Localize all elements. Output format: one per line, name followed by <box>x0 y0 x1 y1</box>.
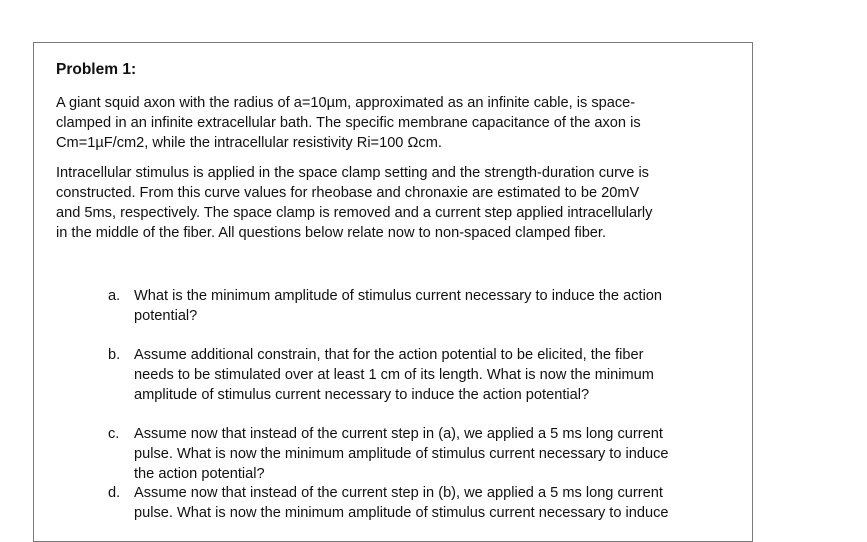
question-marker: a. <box>108 288 121 304</box>
document-page <box>33 42 753 542</box>
question-line: amplitude of stimulus current necessary to induce the action potential? <box>134 387 590 403</box>
question-marker: b. <box>108 347 121 363</box>
intro-line: Cm=1µF/cm2, while the intracellular resistivity Ri=100 Ωcm. <box>56 135 442 151</box>
intro-line: clamped in an infinite extracellular bath. The specific membrane capacitance of the axon is <box>56 115 641 131</box>
question-line: Assume now that instead of the current step in (a), we applied a 5 ms long current <box>134 426 663 442</box>
intro-paragraph <box>56 93 726 153</box>
question-line: pulse. What is now the minimum amplitude of stimulus current necessary to induce <box>134 505 669 521</box>
setup-line: in the middle of the fiber. All questions below relate now to non-spaced clamped fiber. <box>56 225 607 241</box>
question-marker: d. <box>108 485 121 501</box>
question-line: What is the minimum amplitude of stimulus current necessary to induce the action <box>134 288 663 304</box>
question-marker: c. <box>108 426 120 442</box>
problem-title: Problem 1: <box>56 61 137 78</box>
question-line: the action potential? <box>134 466 265 482</box>
question-line: Assume additional constrain, that for the action potential to be elicited, the fiber <box>134 347 644 363</box>
setup-paragraph <box>56 163 726 243</box>
setup-line: and 5ms, respectively. The space clamp is removed and a current step applied intracellularly <box>56 205 653 221</box>
setup-line: Intracellular stimulus is applied in the space clamp setting and the strength-duration curve is <box>56 165 649 181</box>
question-line: needs to be stimulated over at least 1 cm of its length. What is now the minimum <box>134 367 654 383</box>
question-line: Assume now that instead of the current step in (b), we applied a 5 ms long current <box>134 485 663 501</box>
question-line: pulse. What is now the minimum amplitude of stimulus current necessary to induce <box>134 446 669 462</box>
intro-line: A giant squid axon with the radius of a=10µm, approximated as an infinite cable, is space- <box>56 95 636 111</box>
question-line: potential? <box>134 308 198 324</box>
setup-line: constructed. From this curve values for rheobase and chronaxie are estimated to be 20mV <box>56 185 640 201</box>
